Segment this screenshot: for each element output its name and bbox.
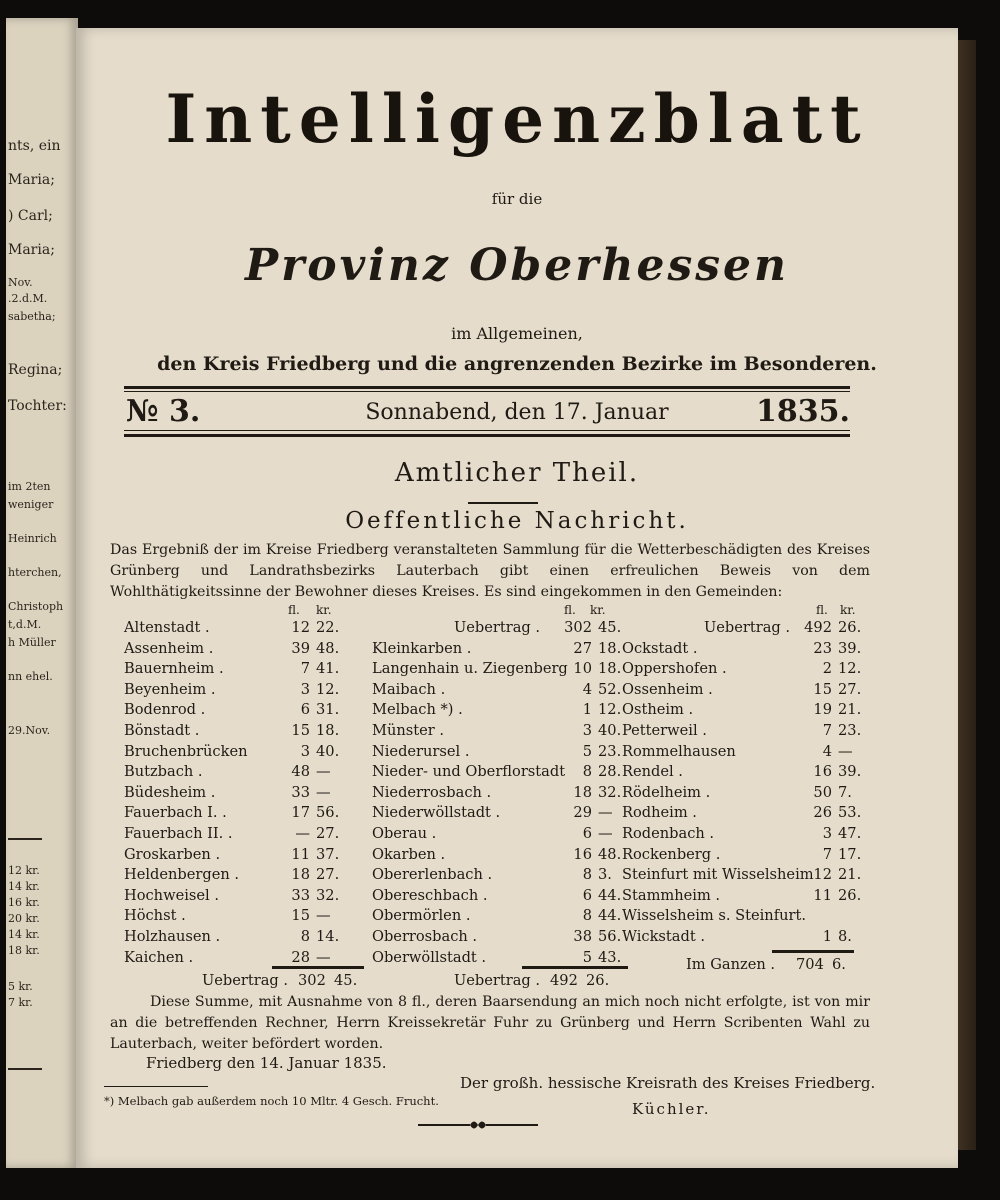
margin-price: 18 kr.: [8, 944, 40, 957]
municipality-name: Rockenberg .: [622, 845, 721, 863]
amount-gulden: 39: [291, 639, 310, 657]
donation-row: [124, 742, 364, 763]
col1-total-fl: 302: [298, 972, 326, 989]
municipality-name: Wickstadt .: [622, 927, 705, 945]
amount-kreuzer: —: [598, 824, 613, 842]
masthead-subtitle-general: im Allgemeinen,: [451, 324, 583, 343]
amount-gulden: 7: [300, 660, 310, 678]
amount-kreuzer: 18.: [316, 721, 340, 739]
amount-gulden: 3: [300, 680, 310, 698]
section-title: Amtlicher Theil.: [394, 458, 640, 488]
amount-gulden: 12: [291, 619, 310, 636]
amount-kreuzer: 53.: [838, 804, 862, 822]
amount-kreuzer: 27.: [316, 866, 340, 884]
amount-gulden: 6: [300, 701, 310, 719]
municipality-name: Büdesheim .: [124, 783, 216, 801]
donation-row: [124, 762, 364, 783]
donation-row: [124, 618, 364, 639]
margin-fragment: nts, ein: [8, 138, 61, 154]
amount-kreuzer: 39.: [838, 763, 862, 781]
amount-gulden: 15: [291, 907, 310, 925]
intro-paragraph: Das Ergebniß der im Kreise Friedberg veranstalteten Sammlung für die Wetterbeschädigten des Kreises Grünberg und Landrathsbezirks Lauterbach gibt einen erfreulichen Beweis von dem Wohlthätigkeitssinne der Bewohner dieses Kreises. Es sind eingekommen in den Gemeinden:: [110, 542, 870, 600]
municipality-name: Altenstadt .: [124, 619, 210, 636]
amount-kreuzer: —: [316, 783, 331, 801]
amount-gulden: 6: [582, 824, 592, 842]
amount-gulden: 10: [573, 660, 592, 678]
municipality-name: Niederursel .: [372, 742, 470, 760]
donation-row: [124, 639, 364, 660]
donation-row: [622, 659, 862, 680]
amount-kreuzer: 7.: [838, 783, 852, 801]
amount-gulden: 26: [813, 804, 832, 822]
amount-kreuzer: —: [316, 763, 331, 781]
margin-fragment: h Müller: [8, 636, 56, 649]
donation-row: [372, 845, 626, 866]
masthead-fuer-die: für die: [491, 190, 543, 208]
amount-kreuzer: 44.: [598, 886, 622, 904]
municipality-name: Niederrosbach .: [372, 783, 492, 801]
municipality-name: Münster .: [372, 721, 444, 739]
donation-row: [622, 762, 862, 783]
municipality-name: Melbach *) .: [372, 701, 463, 719]
amount-kreuzer: 56.: [598, 927, 622, 945]
place-date: Friedberg den 14. Januar 1835.: [146, 1054, 387, 1072]
amount-gulden: 3: [300, 742, 310, 760]
amount-kreuzer: 41.: [316, 660, 340, 678]
municipality-name: Holzhausen .: [124, 927, 221, 945]
issue-number: № 3.: [126, 394, 201, 429]
amount-gulden: 17: [291, 804, 310, 822]
col2-sum-rule: [522, 966, 628, 969]
amount-gulden: 8: [582, 907, 592, 925]
margin-fragment: 29.Nov.: [8, 724, 51, 737]
amount-gulden: 6: [582, 886, 592, 904]
issue-year: 1835.: [756, 394, 850, 429]
amount-gulden: 4: [822, 742, 832, 760]
amount-gulden: 50: [813, 783, 832, 801]
amount-kreuzer: 48.: [598, 845, 622, 863]
amount-kreuzer: 17.: [838, 845, 862, 863]
municipality-name: Rendel .: [622, 763, 683, 781]
amount-kreuzer: 12.: [316, 680, 340, 698]
municipality-name: Bruchenbrücken: [124, 742, 248, 760]
signature-office: Der großh. hessische Kreisrath des Kreises Friedberg.: [460, 1074, 876, 1092]
masthead-province: Provinz Oberhessen: [245, 240, 789, 291]
donation-column-3: [622, 618, 862, 948]
municipality-name: Maibach .: [372, 680, 446, 698]
municipality-name: Oberau .: [372, 824, 437, 842]
amount-kreuzer: 12.: [838, 660, 862, 678]
donation-row: [372, 948, 626, 969]
amount-kreuzer: 22.: [316, 619, 340, 636]
donation-row: [124, 783, 364, 804]
margin-fragment: hterchen,: [8, 566, 62, 579]
amount-kreuzer: 21.: [838, 701, 862, 719]
amount-gulden: 1: [822, 927, 832, 945]
municipality-name: Ostheim .: [622, 701, 694, 719]
margin-fragment: sabetha;: [8, 310, 56, 323]
col1-total-label: Uebertrag .: [202, 972, 289, 989]
amount-gulden: 29: [573, 804, 592, 822]
donation-row: [372, 721, 626, 742]
amount-kreuzer: 23.: [838, 721, 862, 739]
margin-price: 14 kr.: [8, 880, 40, 893]
municipality-name: Heldenbergen .: [124, 866, 240, 884]
section-divider: [468, 502, 538, 504]
municipality-name: Steinfurt mit Wisselsheim: [622, 866, 814, 884]
donation-row: [372, 886, 626, 907]
amount-kreuzer: 39.: [838, 639, 862, 657]
amount-gulden: 48: [291, 763, 310, 781]
amount-gulden: 16: [573, 845, 592, 863]
donation-row: [372, 700, 626, 721]
col1-total-kr: 45.: [334, 972, 358, 989]
footnote-rule: [104, 1086, 208, 1087]
margin-fragment: t,d.M.: [8, 618, 42, 631]
margin-fragment: im 2ten: [8, 480, 51, 493]
amount-kreuzer: 14.: [316, 927, 340, 945]
municipality-name: Rodenbach .: [622, 824, 715, 842]
margin-price: 16 kr.: [8, 896, 40, 909]
donation-row: [622, 824, 862, 845]
col2-total-fl: 492: [550, 972, 578, 989]
municipality-name: Oppershofen .: [622, 660, 727, 678]
amount-kreuzer: 26.: [838, 886, 862, 904]
margin-price: 5 kr.: [8, 980, 33, 993]
amount-gulden: 7: [822, 845, 832, 863]
issue-date: Sonnabend, den 17. Januar: [365, 400, 669, 425]
municipality-name: Stammheim .: [622, 886, 721, 904]
closing-paragraph: Diese Summe, mit Ausnahme von 8 fl., deren Baarsendung an mich noch nicht erfolgte, ist von mir an die betreffenden Rechner, Herrn Kreissekretär Fuhr zu Grünberg und Herrn Scribenten Wahl zu Lauterbach, weiter befördert worden.: [110, 994, 870, 1052]
col3-total-kr: 6.: [832, 956, 846, 973]
amount-gulden: 1: [582, 701, 592, 719]
amount-gulden: 302: [564, 619, 592, 636]
amount-kreuzer: —: [598, 804, 613, 822]
donation-row: [372, 680, 626, 701]
amount-gulden: 8: [300, 927, 310, 945]
amount-kreuzer: —: [838, 742, 853, 760]
amount-kreuzer: 27.: [316, 824, 340, 842]
amount-kreuzer: 3.: [598, 866, 612, 884]
col3-header-kr: kr.: [840, 603, 856, 617]
donation-row: [124, 680, 364, 701]
donation-row: [622, 680, 862, 701]
donation-row: [372, 783, 626, 804]
amount-gulden: 16: [813, 763, 832, 781]
donation-row: [622, 845, 862, 866]
margin-fragment: ) Carl;: [8, 208, 53, 224]
margin-fragment: Heinrich: [8, 532, 57, 545]
donation-row: [622, 700, 862, 721]
donation-row: [622, 783, 858, 804]
col3-sum-rule: [772, 950, 854, 953]
municipality-name: Rommelhausen: [622, 742, 736, 760]
margin-fragment: Christoph: [8, 600, 64, 613]
donation-row: [622, 803, 862, 824]
municipality-name: Beyenheim .: [124, 680, 216, 698]
amount-gulden: 18: [291, 866, 310, 884]
amount-kreuzer: 47.: [838, 824, 862, 842]
margin-fragment: nn ehel.: [8, 670, 53, 683]
municipality-name: Obereschbach .: [372, 886, 488, 904]
amount-kreuzer: 56.: [316, 804, 340, 822]
amount-gulden: 492: [804, 619, 832, 636]
donation-row: [622, 721, 862, 742]
margin-fragment: Regina;: [8, 362, 63, 378]
margin-rule: [8, 1068, 42, 1070]
municipality-name: Obererlenbach .: [372, 866, 493, 884]
municipality-name: Bönstadt .: [124, 721, 200, 739]
donation-row: [372, 906, 626, 927]
col2-total-kr: 26.: [586, 972, 610, 989]
col3-header-fl: fl.: [816, 603, 828, 617]
donation-row: [372, 762, 626, 783]
municipality-name: Fauerbach II. .: [124, 824, 233, 842]
margin-rule: [8, 838, 42, 840]
amount-kreuzer: 43.: [598, 948, 622, 966]
header-rule-top: [124, 386, 850, 389]
municipality-name: Bauernheim .: [124, 660, 224, 678]
donation-row: [622, 906, 858, 927]
municipality-name: Kaichen .: [124, 948, 194, 966]
donation-row: [124, 886, 364, 907]
municipality-name: Hochweisel .: [124, 886, 219, 904]
amount-gulden: 8: [582, 763, 592, 781]
donation-row: [372, 639, 626, 660]
municipality-name: Ockstadt .: [622, 639, 698, 657]
donation-row: [622, 886, 862, 907]
masthead-title: Intelligenzblatt: [165, 80, 869, 158]
municipality-name: Groskarben .: [124, 845, 221, 863]
municipality-name: Bodenrod .: [124, 701, 206, 719]
municipality-name: Höchst .: [124, 907, 186, 925]
amount-gulden: 27: [573, 639, 592, 657]
donation-row: [372, 659, 626, 680]
amount-gulden: 11: [813, 886, 832, 904]
donation-row: [124, 721, 364, 742]
amount-gulden: 5: [582, 742, 592, 760]
amount-gulden: 4: [582, 680, 592, 698]
col2-total-label: Uebertrag .: [454, 972, 541, 989]
amount-gulden: 15: [813, 680, 832, 698]
amount-gulden: 23: [813, 639, 832, 657]
carry-over-label: Uebertrag .: [704, 619, 791, 636]
donation-row: [124, 906, 364, 927]
newspaper-page: [76, 28, 958, 1168]
donation-row: [622, 865, 862, 886]
margin-price: 12 kr.: [8, 864, 40, 877]
amount-kreuzer: 37.: [316, 845, 340, 863]
col2-header-kr: kr.: [590, 603, 606, 617]
margin-fragment: .2.d.M.: [8, 292, 48, 305]
donation-row: [372, 824, 626, 845]
donation-row: [124, 948, 364, 969]
col1-header-kr: kr.: [316, 603, 332, 617]
amount-gulden: 7: [822, 721, 832, 739]
donation-row: [124, 927, 364, 948]
municipality-name: Oberrosbach .: [372, 927, 478, 945]
municipality-name: Obermörlen .: [372, 907, 471, 925]
masthead-subtitle-district: den Kreis Friedberg und die angrenzenden Bezirke im Besonderen.: [157, 353, 877, 375]
notice-title: Oeffentliche Nachricht.: [345, 508, 689, 534]
margin-fragment: Maria;: [8, 172, 55, 188]
amount-gulden: 19: [813, 701, 832, 719]
col3-total-label: Im Ganzen .: [686, 956, 776, 973]
amount-gulden: 3: [822, 824, 832, 842]
donation-row: [124, 803, 364, 824]
margin-fragment: Nov.: [8, 276, 33, 289]
amount-kreuzer: 8.: [838, 927, 852, 945]
header-rule-bottom: [124, 434, 850, 437]
amount-kreuzer: —: [316, 948, 331, 966]
margin-price: 14 kr.: [8, 928, 40, 941]
amount-gulden: 33: [291, 783, 310, 801]
municipality-name: Okarben .: [372, 845, 446, 863]
header-rule-bottom-thin: [124, 430, 850, 431]
donation-column-2: [372, 618, 626, 968]
municipality-name: Rodheim .: [622, 804, 697, 822]
donation-row: [124, 845, 364, 866]
amount-gulden: 33: [291, 886, 310, 904]
amount-kreuzer: 32.: [598, 783, 622, 801]
amount-kreuzer: 21.: [838, 866, 862, 884]
municipality-name: Niederwöllstadt .: [372, 804, 501, 822]
margin-price: 7 kr.: [8, 996, 33, 1009]
amount-gulden: 2: [822, 660, 832, 678]
left-page-fragment: [6, 18, 78, 1168]
donation-row: [124, 865, 364, 886]
amount-kreuzer: 23.: [598, 742, 622, 760]
amount-kreuzer: 26.: [838, 619, 862, 636]
amount-gulden: 8: [582, 866, 592, 884]
donation-row: [622, 927, 858, 948]
municipality-name: Assenheim .: [124, 639, 214, 657]
col2-header-fl: fl.: [564, 603, 576, 617]
municipality-name: Wisselsheim s. Steinfurt.: [622, 907, 806, 925]
amount-kreuzer: 18.: [598, 660, 622, 678]
municipality-name: Langenhain u. Ziegenberg: [372, 660, 568, 678]
amount-kreuzer: —: [316, 907, 331, 925]
donation-row: [372, 803, 626, 824]
donation-row: [124, 659, 364, 680]
municipality-name: Kleinkarben .: [372, 639, 472, 657]
footnote: *) Melbach gab außerdem noch 10 Mltr. 4 Gesch. Frucht.: [104, 1094, 439, 1108]
donation-row: [622, 742, 858, 763]
margin-fragment: weniger: [8, 498, 54, 511]
municipality-name: Oberwöllstadt .: [372, 948, 487, 966]
amount-kreuzer: 12.: [598, 701, 622, 719]
donation-column-1: [124, 618, 364, 968]
municipality-name: Rödelheim .: [622, 783, 711, 801]
amount-gulden: 3: [582, 721, 592, 739]
amount-gulden: 15: [291, 721, 310, 739]
amount-gulden: 28: [291, 948, 310, 966]
carry-over-row: [372, 618, 626, 639]
donation-row: [372, 742, 626, 763]
end-ornament: [418, 1118, 538, 1132]
municipality-name: Ossenheim .: [622, 680, 713, 698]
amount-gulden: 11: [291, 845, 310, 863]
col3-total-fl: 704: [796, 956, 824, 973]
amount-kreuzer: 52.: [598, 680, 622, 698]
donation-row: [622, 639, 862, 660]
margin-price: 20 kr.: [8, 912, 40, 925]
col1-header-fl: fl.: [288, 603, 300, 617]
amount-kreuzer: 31.: [316, 701, 340, 719]
municipality-name: Butzbach .: [124, 763, 203, 781]
donation-row: [124, 824, 364, 845]
amount-kreuzer: 40.: [598, 721, 622, 739]
amount-gulden: —: [295, 824, 310, 842]
donation-row: [124, 700, 364, 721]
amount-gulden: 18: [573, 783, 592, 801]
margin-fragment: Maria;: [8, 242, 55, 258]
donation-row: [372, 927, 626, 948]
carry-over-row: [622, 618, 862, 639]
amount-gulden: 12: [813, 866, 832, 884]
header-rule-top-thin: [124, 391, 850, 392]
amount-kreuzer: 28.: [598, 763, 622, 781]
amount-kreuzer: 44.: [598, 907, 622, 925]
amount-gulden: 5: [582, 948, 592, 966]
municipality-name: Petterweil .: [622, 721, 707, 739]
municipality-name: Nieder- und Oberflorstadt: [372, 763, 566, 781]
col1-sum-rule: [272, 966, 364, 969]
signature-name: Küchler.: [632, 1100, 711, 1118]
amount-kreuzer: 18.: [598, 639, 622, 657]
carry-over-label: Uebertrag .: [454, 619, 541, 636]
amount-gulden: 38: [573, 927, 592, 945]
amount-kreuzer: 40.: [316, 742, 340, 760]
margin-fragment: Tochter:: [8, 398, 67, 414]
amount-kreuzer: 27.: [838, 680, 862, 698]
donation-row: [372, 865, 626, 886]
amount-kreuzer: 32.: [316, 886, 340, 904]
amount-kreuzer: 45.: [598, 619, 622, 636]
municipality-name: Fauerbach I. .: [124, 804, 227, 822]
amount-kreuzer: 48.: [316, 639, 340, 657]
